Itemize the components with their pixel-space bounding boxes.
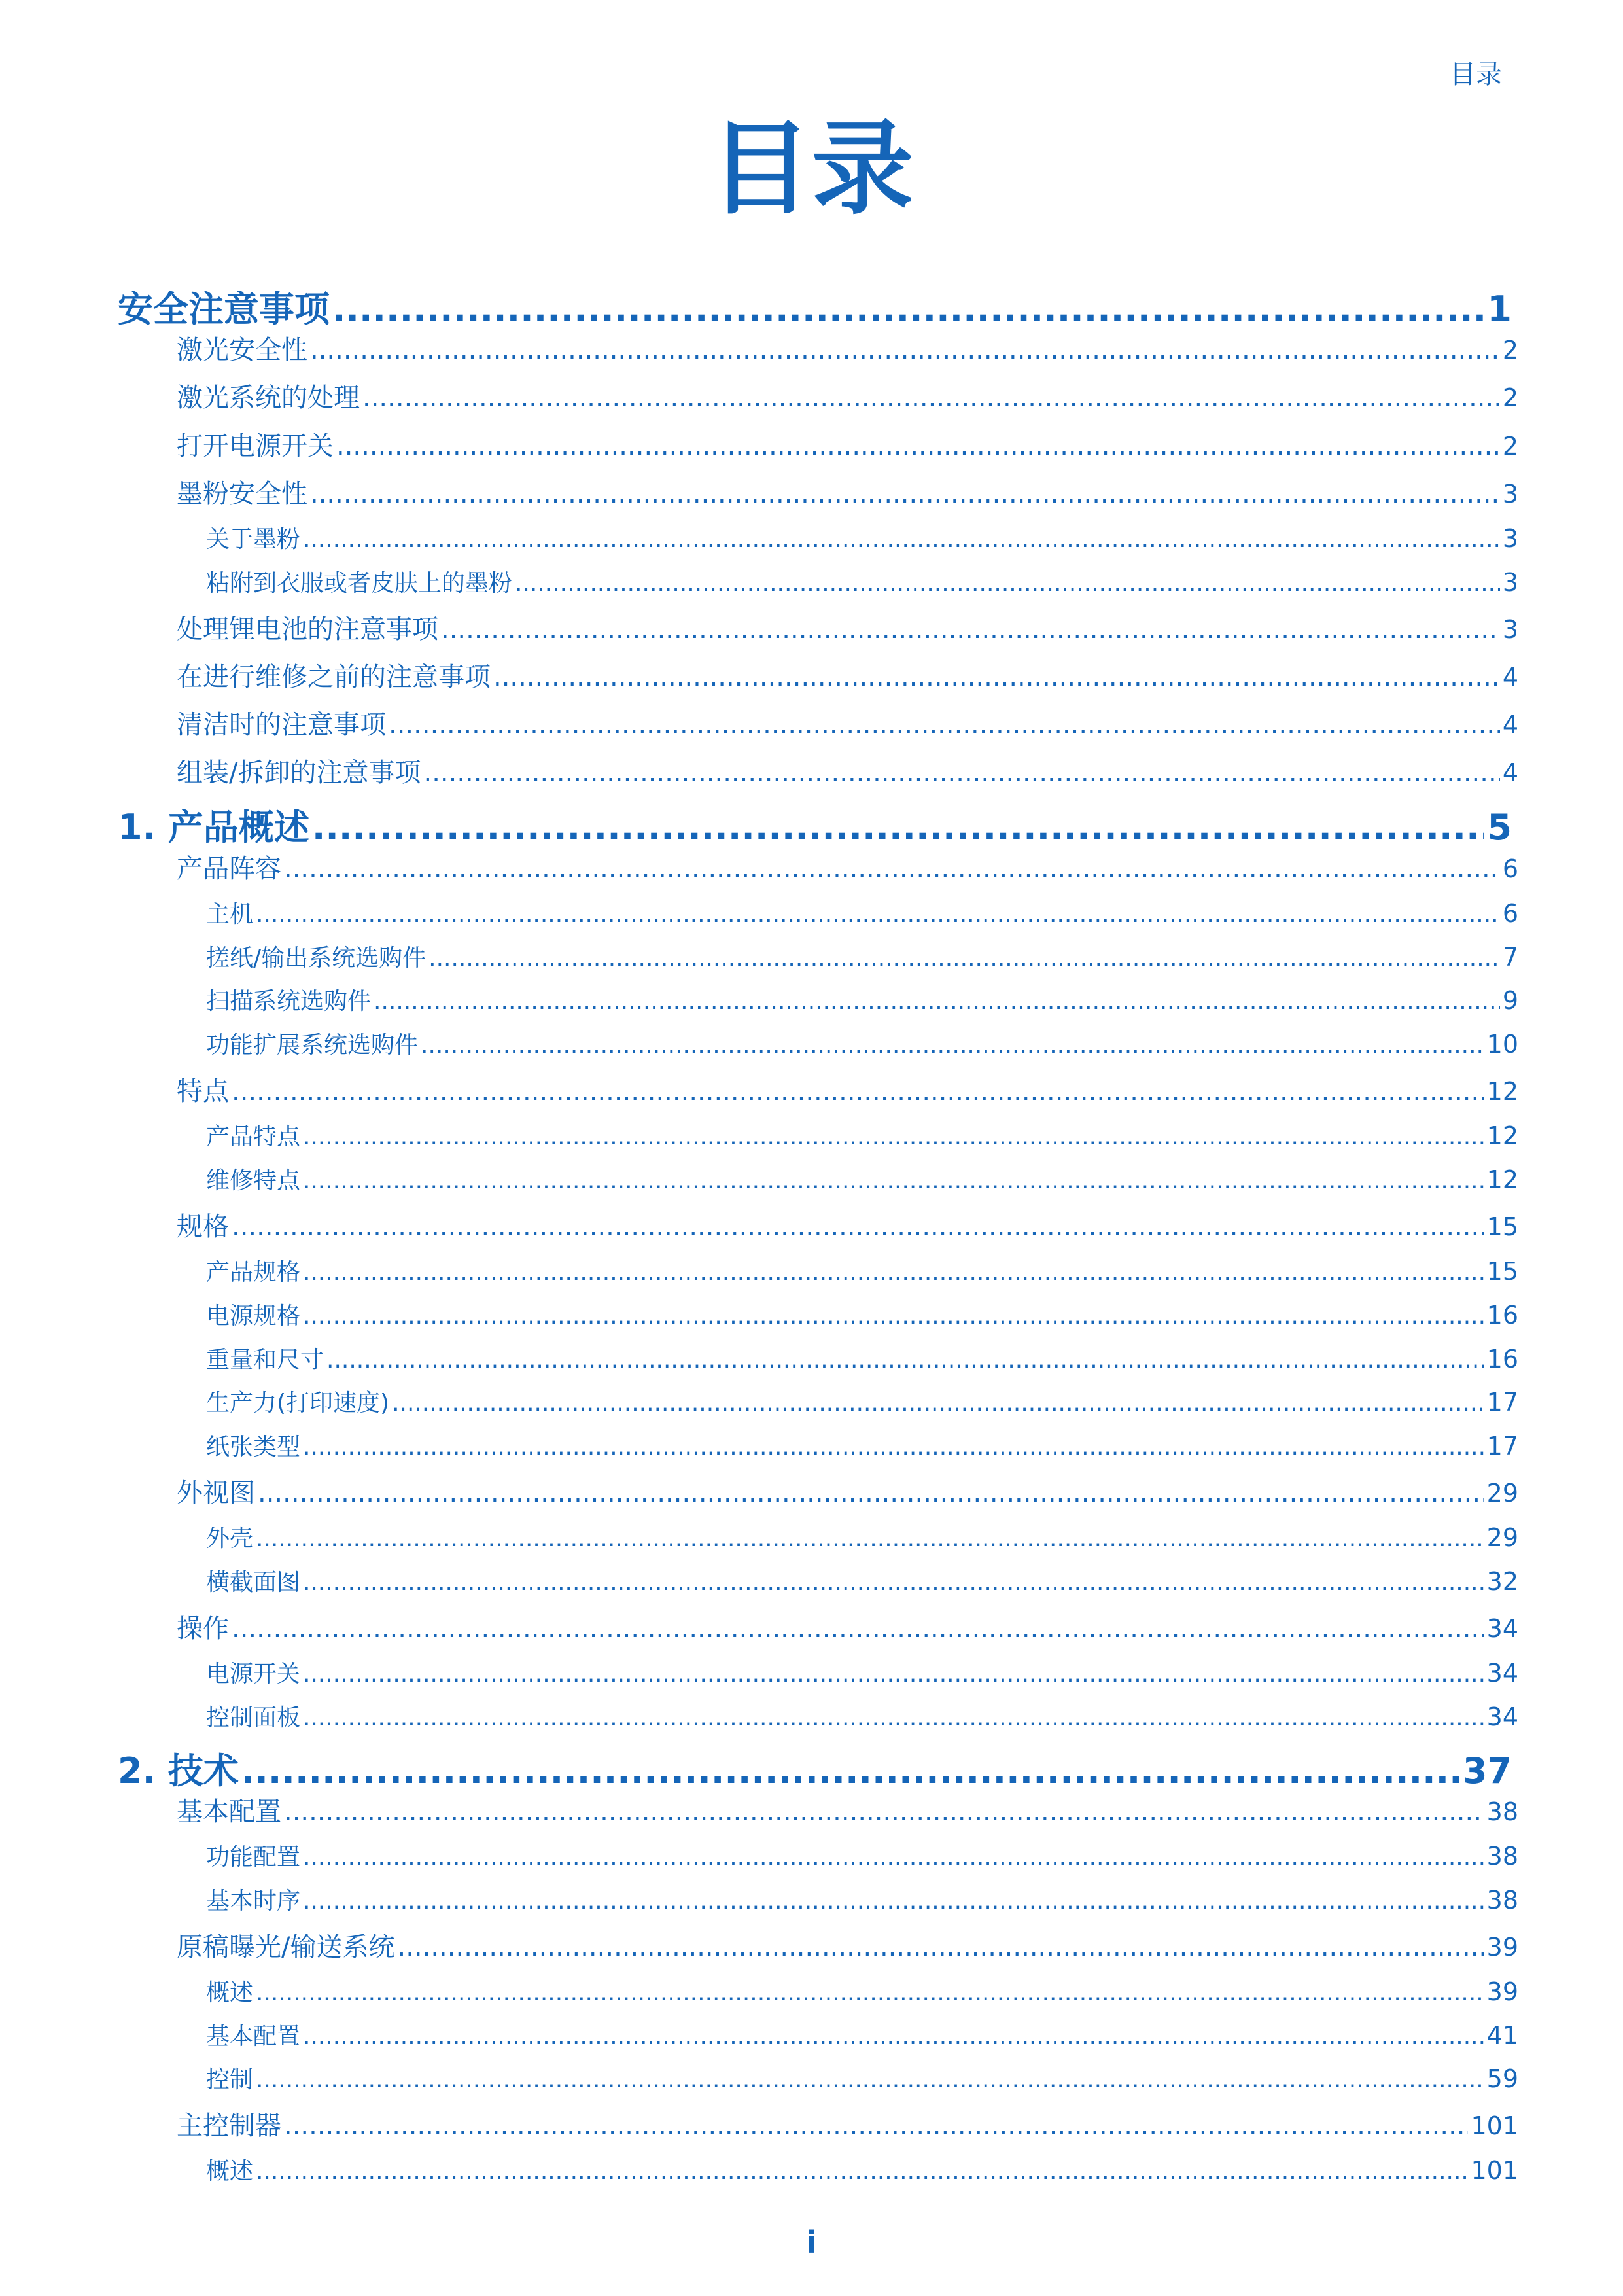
dot-leader (232, 1614, 1484, 1644)
page-number: i (806, 2225, 817, 2260)
page-title: 目录 (709, 109, 914, 228)
toc-entry-page: 7 (1502, 942, 1518, 972)
toc-entry-page: 9 (1502, 986, 1518, 1016)
toc-entry[interactable] (177, 329, 1518, 366)
toc-entry-title: 电源规格 (206, 1302, 301, 1330)
toc-entry[interactable] (206, 521, 1518, 554)
toc-chapter-entry[interactable] (118, 1743, 1512, 1793)
toc-entry-title: 基本配置 (206, 2022, 301, 2050)
toc-entry-title: 功能配置 (206, 1844, 301, 1871)
dot-leader (303, 1259, 1484, 1286)
dot-leader (232, 1212, 1484, 1242)
toc-entry-title: 操作 (177, 1613, 229, 1644)
toc-entry-page: 12 (1486, 1077, 1518, 1106)
dot-leader (310, 335, 1500, 365)
dot-leader (421, 1032, 1484, 1059)
toc-entry-title: 产品规格 (206, 1259, 301, 1286)
dot-leader (256, 2066, 1484, 2093)
toc-entry-title: 功能扩展系统选购件 (206, 1032, 419, 1059)
dot-leader (493, 662, 1500, 692)
toc-entry[interactable] (177, 1206, 1518, 1243)
toc-entry-title: 清洁时的注意事项 (177, 710, 386, 740)
toc-entry-page: 15 (1486, 1212, 1518, 1241)
toc-entry[interactable] (206, 1655, 1518, 1689)
toc-entry-title: 搓纸/输出系统选购件 (206, 944, 427, 972)
toc-entry-title: 维修特点 (206, 1167, 301, 1194)
dot-leader (332, 289, 1484, 330)
toc-entry-title: 关于墨粉 (206, 526, 301, 553)
toc-entry-page: 29 (1486, 1523, 1518, 1553)
toc-entry[interactable] (206, 1882, 1518, 1916)
toc-entry-title: 概述 (206, 1979, 254, 2006)
toc-entry-page: 101 (1471, 2111, 1518, 2141)
toc-entry[interactable] (206, 2018, 1518, 2051)
dot-leader (423, 758, 1499, 788)
toc-entry-title: 原稿曝光/输送系统 (177, 1932, 395, 1962)
toc-entry-page: 4 (1502, 758, 1518, 788)
toc-entry[interactable] (206, 1385, 1518, 1418)
dot-leader (284, 854, 1500, 884)
toc-entry-title: 主机 (206, 900, 254, 928)
toc-entry-page: 10 (1486, 1030, 1518, 1059)
toc-entry[interactable] (177, 473, 1518, 510)
dot-leader (392, 1390, 1484, 1417)
toc-entry-page: 34 (1486, 1702, 1518, 1731)
toc-entry-title: 概述 (206, 2158, 254, 2185)
toc-entry-page: 17 (1486, 1432, 1518, 1461)
dot-leader (362, 383, 1500, 413)
toc-entry-page: 59 (1486, 2064, 1518, 2094)
toc-entry-title: 处理锂电池的注意事项 (177, 614, 438, 645)
toc-entry[interactable] (177, 1070, 1518, 1108)
dot-leader (303, 1123, 1484, 1150)
toc-entry-title: 控制面板 (206, 1704, 301, 1731)
toc-entry[interactable] (206, 2061, 1518, 2094)
toc-entry-page: 29 (1486, 1479, 1518, 1508)
toc-entry-title: 电源开关 (206, 1661, 301, 1687)
toc-entry-title: 安全注意事项 (118, 289, 330, 330)
dot-leader (256, 2158, 1468, 2185)
dot-leader (303, 1167, 1484, 1194)
toc-entry[interactable] (177, 1608, 1518, 1645)
toc-entry-title: 纸张类型 (206, 1434, 301, 1461)
toc-entry[interactable] (206, 1162, 1518, 1195)
toc-entry-page: 6 (1502, 898, 1518, 928)
toc-entry[interactable] (206, 896, 1518, 929)
toc-entry-page: 15 (1486, 1257, 1518, 1286)
toc-entry-page: 4 (1502, 711, 1518, 739)
dot-leader (312, 807, 1485, 848)
toc-entry[interactable] (206, 1839, 1518, 1872)
dot-leader (256, 1525, 1484, 1552)
toc-entry-page: 16 (1486, 1344, 1518, 1373)
toc-entry-title: 产品阵容 (177, 853, 281, 884)
toc-entry[interactable] (206, 565, 1518, 598)
toc-entry[interactable] (177, 656, 1518, 694)
dot-leader (303, 1704, 1484, 1731)
dot-leader (256, 901, 1500, 928)
toc-entry-page: 17 (1486, 1388, 1518, 1417)
toc-entry-title: 外视图 (177, 1478, 255, 1508)
toc-entry-page: 2 (1502, 383, 1518, 413)
toc-entry[interactable] (177, 2105, 1518, 2142)
dot-leader (241, 1750, 1460, 1792)
dot-leader (303, 1434, 1484, 1460)
toc-entry[interactable] (206, 1298, 1518, 1331)
toc-entry[interactable] (206, 1699, 1518, 1733)
toc-entry-title: 重量和尺寸 (206, 1346, 324, 1373)
toc-entry-title: 规格 (177, 1211, 229, 1242)
toc-entry[interactable] (177, 609, 1518, 646)
toc-entry-title: 横截面图 (206, 1569, 301, 1596)
toc-entry-page: 32 (1486, 1567, 1518, 1596)
dot-leader (303, 1661, 1484, 1687)
toc-entry-page: 5 (1487, 807, 1512, 849)
toc-entry-title: 特点 (177, 1076, 229, 1106)
dot-leader (258, 1478, 1484, 1508)
dot-leader (303, 1569, 1484, 1596)
toc-entry-title: 扫描系统选购件 (206, 988, 372, 1016)
toc-chapter-entry[interactable] (118, 281, 1512, 332)
dot-leader (428, 945, 1500, 972)
toc-entry[interactable] (206, 1341, 1518, 1375)
dot-leader (303, 1303, 1484, 1330)
toc-entry-page: 38 (1486, 1842, 1518, 1871)
toc-entry[interactable] (177, 704, 1518, 741)
toc-entry[interactable] (206, 940, 1518, 973)
toc-entry-page: 3 (1502, 479, 1518, 508)
toc-entry[interactable] (206, 1118, 1518, 1152)
toc-entry-title: 粘附到衣服或者皮肤上的墨粉 (206, 569, 513, 597)
toc-entry-title: 控制 (206, 2066, 254, 2094)
dot-leader (303, 1888, 1484, 1915)
toc-entry-title: 在进行维修之前的注意事项 (177, 662, 491, 692)
toc-entry[interactable] (177, 377, 1518, 414)
toc-entry-title: 外壳 (206, 1525, 254, 1553)
toc-entry[interactable] (177, 848, 1518, 885)
toc-entry-title: 基本配置 (177, 1796, 281, 1827)
toc-entry-title: 基本时序 (206, 1887, 301, 1915)
dot-leader (232, 1076, 1484, 1106)
toc-entry-page: 37 (1462, 1750, 1512, 1792)
toc-entry-page: 3 (1502, 524, 1518, 553)
toc-entry-page: 16 (1486, 1300, 1518, 1330)
toc-entry-page: 1 (1487, 289, 1512, 330)
dot-leader (374, 988, 1500, 1015)
toc-entry-page: 12 (1486, 1165, 1518, 1194)
dot-leader (326, 1347, 1484, 1373)
running-header: 目录 (1450, 60, 1502, 90)
toc-entry-page: 34 (1486, 1614, 1518, 1643)
toc-entry-page: 38 (1486, 1797, 1518, 1826)
toc-entry-page: 4 (1502, 662, 1518, 692)
toc-entry-page: 2 (1502, 336, 1518, 365)
dot-leader (389, 710, 1500, 740)
toc-entry-page: 101 (1471, 2156, 1518, 2185)
toc-entry-page: 12 (1486, 1122, 1518, 1151)
dot-leader (310, 479, 1500, 509)
toc-entry[interactable] (206, 1428, 1518, 1462)
toc-entry-page: 39 (1486, 1977, 1518, 2006)
dot-leader (397, 1932, 1484, 1962)
toc-entry[interactable] (206, 1520, 1518, 1553)
dot-leader (303, 526, 1500, 553)
dot-leader (303, 2023, 1484, 2050)
dot-leader (284, 1797, 1484, 1827)
dot-leader (256, 1979, 1484, 2006)
toc-entry[interactable] (177, 1926, 1518, 1964)
toc-entry-title: 产品特点 (206, 1123, 301, 1151)
toc-entry-title: 主控制器 (177, 2111, 281, 2142)
toc-entry-title: 生产力(打印速度) (206, 1390, 390, 1417)
toc-entry-page: 39 (1486, 1932, 1518, 1962)
toc-entry[interactable] (206, 1974, 1518, 2007)
toc-entry-title: 1. 产品概述 (118, 807, 309, 849)
toc-entry-page: 6 (1502, 854, 1518, 883)
toc-entry-title: 组装/拆卸的注意事项 (177, 758, 421, 788)
toc-entry[interactable] (177, 1472, 1518, 1510)
toc-entry[interactable] (177, 425, 1518, 463)
toc-entry-page: 41 (1486, 2021, 1518, 2050)
toc-entry-page: 38 (1486, 1885, 1518, 1915)
toc-entry-page: 2 (1502, 431, 1518, 461)
dot-leader (515, 570, 1500, 597)
dot-leader (284, 2111, 1468, 2141)
toc-entry[interactable] (177, 1791, 1518, 1828)
toc-entry-title: 激光安全性 (177, 335, 307, 366)
dot-leader (441, 614, 1500, 645)
dot-leader (303, 1844, 1484, 1871)
toc-entry-title: 激光系统的处理 (177, 383, 360, 414)
toc-entry-title: 打开电源开关 (177, 431, 334, 461)
toc-entry-title: 2. 技术 (118, 1750, 239, 1792)
toc-entry-title: 墨粉安全性 (177, 478, 307, 509)
dot-leader (336, 431, 1500, 461)
toc-entry-page: 34 (1486, 1659, 1518, 1687)
toc-entry[interactable] (177, 752, 1518, 789)
toc-entry[interactable] (206, 1254, 1518, 1287)
toc-entry[interactable] (206, 1027, 1518, 1060)
toc-entry[interactable] (206, 983, 1518, 1016)
toc-entry[interactable] (206, 2153, 1518, 2186)
toc-entry-page: 3 (1502, 614, 1518, 644)
toc-entry[interactable] (206, 1564, 1518, 1597)
toc-entry-page: 3 (1502, 567, 1518, 597)
toc-chapter-entry[interactable] (118, 800, 1512, 850)
